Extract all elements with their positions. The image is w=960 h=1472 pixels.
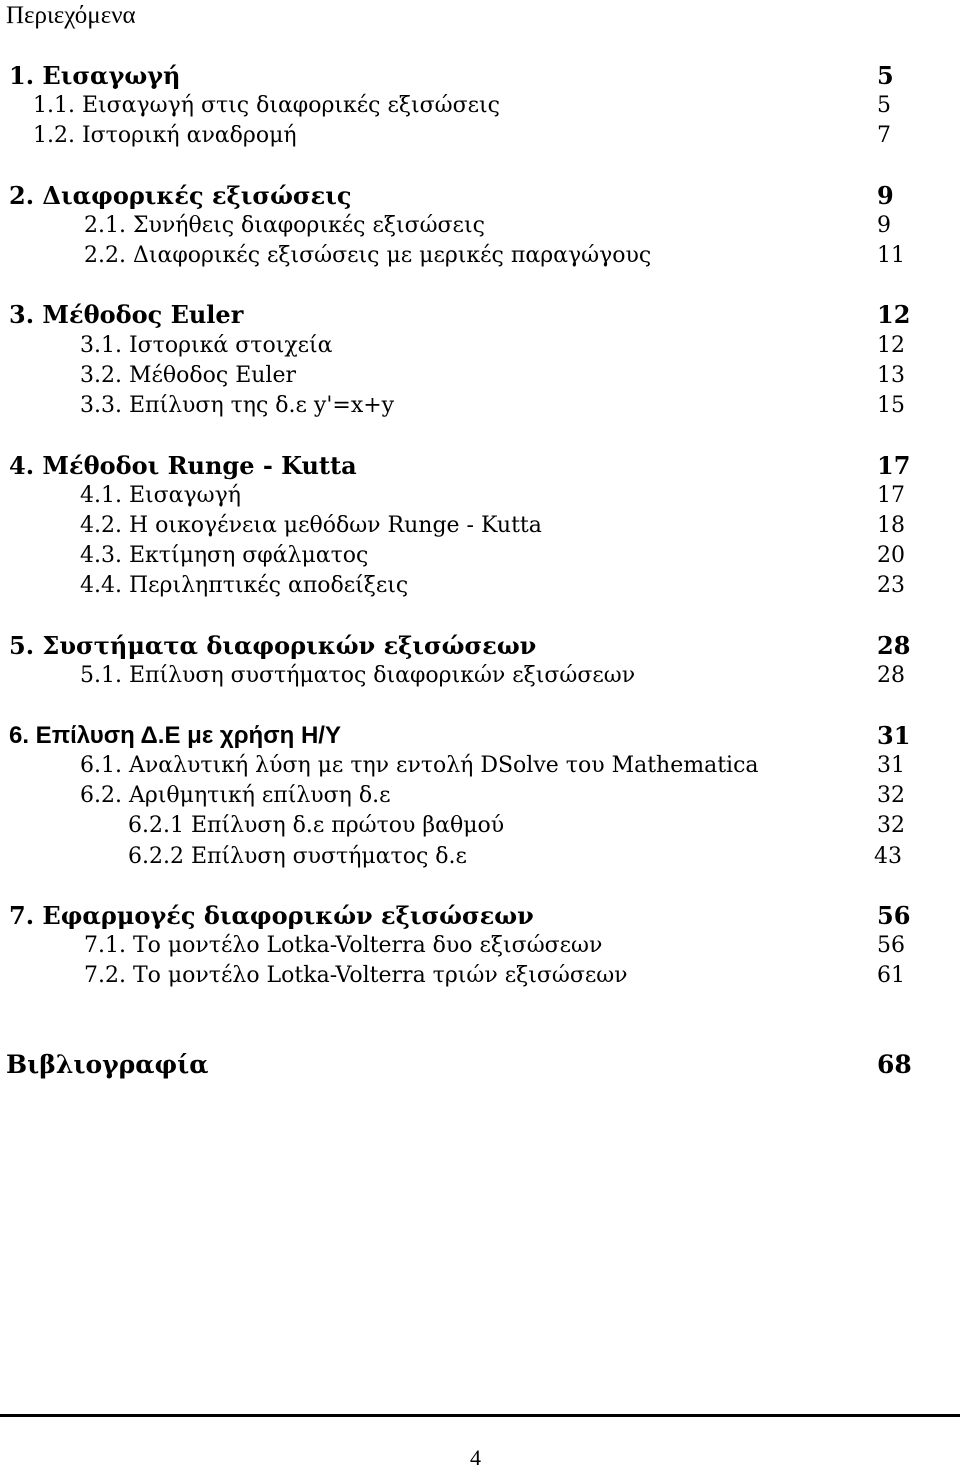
toc-chapter <box>0 721 960 751</box>
toc-page-number: 28 <box>877 631 911 660</box>
toc-section <box>0 121 960 151</box>
toc-section <box>0 361 960 391</box>
toc-page-number: 15 <box>877 393 905 418</box>
toc-page-number: 5 <box>877 93 891 118</box>
toc-section <box>0 91 960 121</box>
toc-label: 6. Επίλυση Δ.Ε με χρήση Η/Υ <box>9 722 341 749</box>
toc-page-number: 56 <box>877 901 911 930</box>
toc-section <box>0 391 960 421</box>
toc-page-number: 28 <box>877 663 905 688</box>
toc-bibliography <box>0 1050 960 1080</box>
toc-chapter <box>0 451 960 481</box>
toc-label: 2. Διαφορικές εξισώσεις <box>9 181 352 210</box>
toc-section <box>0 571 960 601</box>
toc-section <box>0 331 960 361</box>
toc-page-number: 17 <box>877 483 905 508</box>
toc-section <box>0 961 960 991</box>
toc-label: 3.2. Μέθοδος Euler <box>80 363 296 388</box>
toc-chapter <box>0 181 960 211</box>
toc-label: Βιβλιογραφία <box>6 1050 209 1079</box>
toc-section <box>0 661 960 691</box>
toc-label: 1.1. Εισαγωγή στις διαφορικές εξισώσεις <box>33 93 500 118</box>
toc-page-number: 18 <box>877 513 905 538</box>
toc-section <box>0 211 960 241</box>
toc-page-number: 32 <box>877 813 905 838</box>
toc-page-number: 23 <box>877 573 905 598</box>
toc-page-number: 9 <box>877 181 894 210</box>
toc-page-number: 68 <box>877 1050 912 1079</box>
toc-label: 2.2. Διαφορικές εξισώσεις με μερικές παραγώγους <box>84 243 652 268</box>
toc-page-number: 20 <box>877 543 905 568</box>
toc-page-number: 32 <box>877 783 905 808</box>
toc-label: 4.3. Εκτίμηση σφάλματος <box>80 543 369 568</box>
toc-section <box>0 541 960 571</box>
toc-label: 7.2. Το μοντέλο Lotka-Volterra τριών εξισώσεων <box>84 963 628 988</box>
toc-page-number: 12 <box>877 333 905 358</box>
toc-chapter <box>0 61 960 91</box>
toc-label: 4. Μέθοδοι Runge - Kutta <box>9 451 357 480</box>
toc-page-number: 12 <box>877 300 911 329</box>
toc-label: 4.4. Περιληπτικές αποδείξεις <box>80 573 409 598</box>
toc-label: 6.2.1 Επίλυση δ.ε πρώτου βαθμού <box>128 813 505 838</box>
toc-page-number: 17 <box>877 451 911 480</box>
toc-section <box>0 481 960 511</box>
toc-label: 7. Εφαρμογές διαφορικών εξισώσεων <box>9 901 534 930</box>
toc-label: 3. Μέθοδος Euler <box>9 300 244 329</box>
toc-chapter <box>0 300 960 330</box>
toc-page-number: 43 <box>874 844 902 869</box>
toc-label: 6.1. Αναλυτική λύση με την εντολή DSolve του Mathematica <box>80 753 759 778</box>
toc-label: 3.3. Επίλυση της δ.ε y'=x+y <box>80 393 395 418</box>
toc-page-number: 31 <box>877 721 911 750</box>
toc-label: 4.1. Εισαγωγή <box>80 483 241 508</box>
toc-page-number: 9 <box>877 213 891 238</box>
page-number: 4 <box>470 1445 481 1470</box>
toc-label: 5. Συστήματα διαφορικών εξισώσεων <box>9 631 537 660</box>
toc-page-number: 56 <box>877 933 905 958</box>
toc-chapter <box>0 631 960 661</box>
toc-section <box>0 751 960 781</box>
toc-section <box>0 241 960 271</box>
footer-divider <box>0 1414 960 1417</box>
toc-label: 1. Εισαγωγή <box>9 61 181 90</box>
toc-label: 7.1. Το μοντέλο Lotka-Volterra δυο εξισώσεων <box>84 933 603 958</box>
toc-label: 3.1. Ιστορικά στοιχεία <box>80 333 333 358</box>
toc-page-number: 5 <box>877 61 894 90</box>
toc-page-number: 13 <box>877 363 905 388</box>
toc-label: 4.2. Η οικογένεια μεθόδων Runge - Kutta <box>80 513 542 538</box>
toc-subsection <box>0 842 960 872</box>
toc-subsection <box>0 811 960 841</box>
toc-label: 1.2. Ιστορική αναδρομή <box>33 123 297 148</box>
toc-section <box>0 511 960 541</box>
toc-label: 2.1. Συνήθεις διαφορικές εξισώσεις <box>84 213 485 238</box>
toc-page-number: 61 <box>877 963 905 988</box>
toc-label: 6.2.2 Επίλυση συστήματος δ.ε <box>128 844 467 869</box>
toc-page-number: 7 <box>877 123 891 148</box>
toc-page-number: 31 <box>877 753 905 778</box>
page-title: Περιεχόμενα <box>6 2 136 29</box>
toc-page-number: 11 <box>877 243 905 268</box>
toc-section <box>0 931 960 961</box>
toc-chapter <box>0 901 960 931</box>
toc-section <box>0 781 960 811</box>
toc-label: 6.2. Αριθμητική επίλυση δ.ε <box>80 783 391 808</box>
toc-label: 5.1. Επίλυση συστήματος διαφορικών εξισώσεων <box>80 663 636 688</box>
